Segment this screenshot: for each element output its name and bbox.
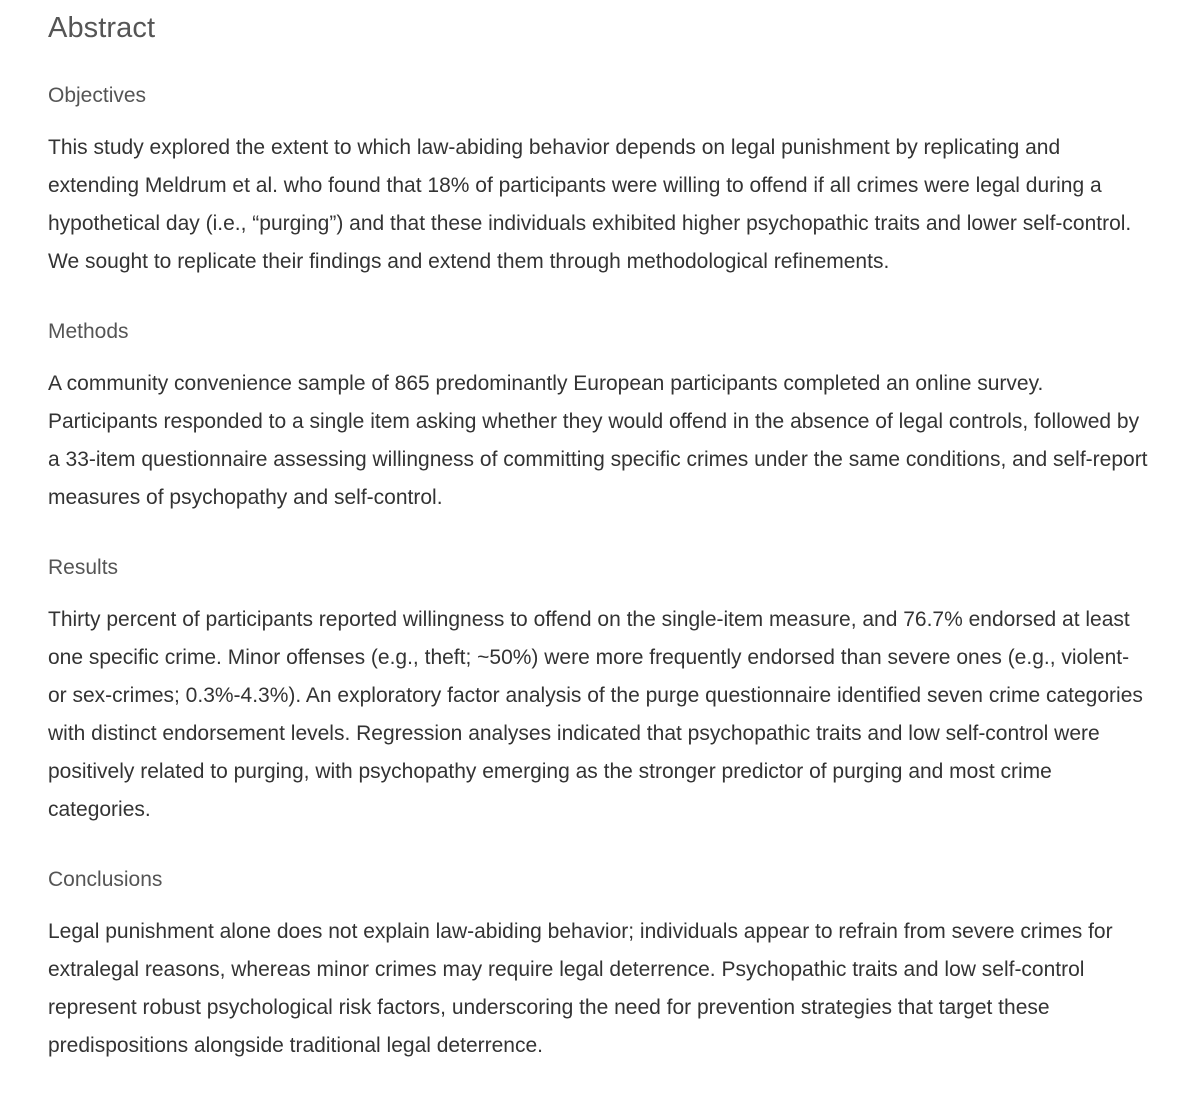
objectives-text: This study explored the extent to which law-abiding behavior depends on legal punishment by replicating and extending Meldrum et al. who found that 18% of participants were willing to offend if all crimes were legal during a hypothetical day (i.e., “purging”) and that these individuals exhibited higher psychopathic traits and lower self-control. We sought to replicate their findings and extend them through methodological refinements.: [48, 136, 1132, 273]
results-heading: Results: [48, 556, 119, 579]
results-text: Thirty percent of participants reported willingness to offend on the single-item measure, and 76.7% endorsed at least one specific crime. Minor offenses (e.g., theft; ~50%) were more frequently endorsed than severe ones (e.g., violent- or sex-crimes; 0.3%-4.3%). An exploratory factor analysis of the purge questionnaire identified seven crime categories with distinct endorsement levels. Regression analyses indicated that psychopathic traits and low self-control were positively related to purging, with psychopathy emerging as the stronger predictor of purging and most crime categories.: [48, 608, 1143, 821]
methods-text: A community convenience sample of 865 predominantly European participants completed an online survey. Participants responded to a single item asking whether they would offend in the absence of legal controls, followed by a 33-item questionnaire assessing willingness of committing specific crimes under the same conditions, and self-report measures of psychopathy and self-control.: [48, 372, 1148, 509]
conclusions-text: Legal punishment alone does not explain law-abiding behavior; individuals appear to refrain from severe crimes for extralegal reasons, whereas minor crimes may require legal deterrence. Psychopathic traits and low self-control represent robust psychological risk factors, underscoring the need for prevention strategies that target these predispositions alongside traditional legal deterrence.: [48, 920, 1113, 1057]
conclusions-heading: Conclusions: [48, 868, 163, 891]
methods-heading: Methods: [48, 320, 129, 343]
abstract-title: Abstract: [48, 12, 156, 44]
objectives-heading: Objectives: [48, 84, 147, 107]
